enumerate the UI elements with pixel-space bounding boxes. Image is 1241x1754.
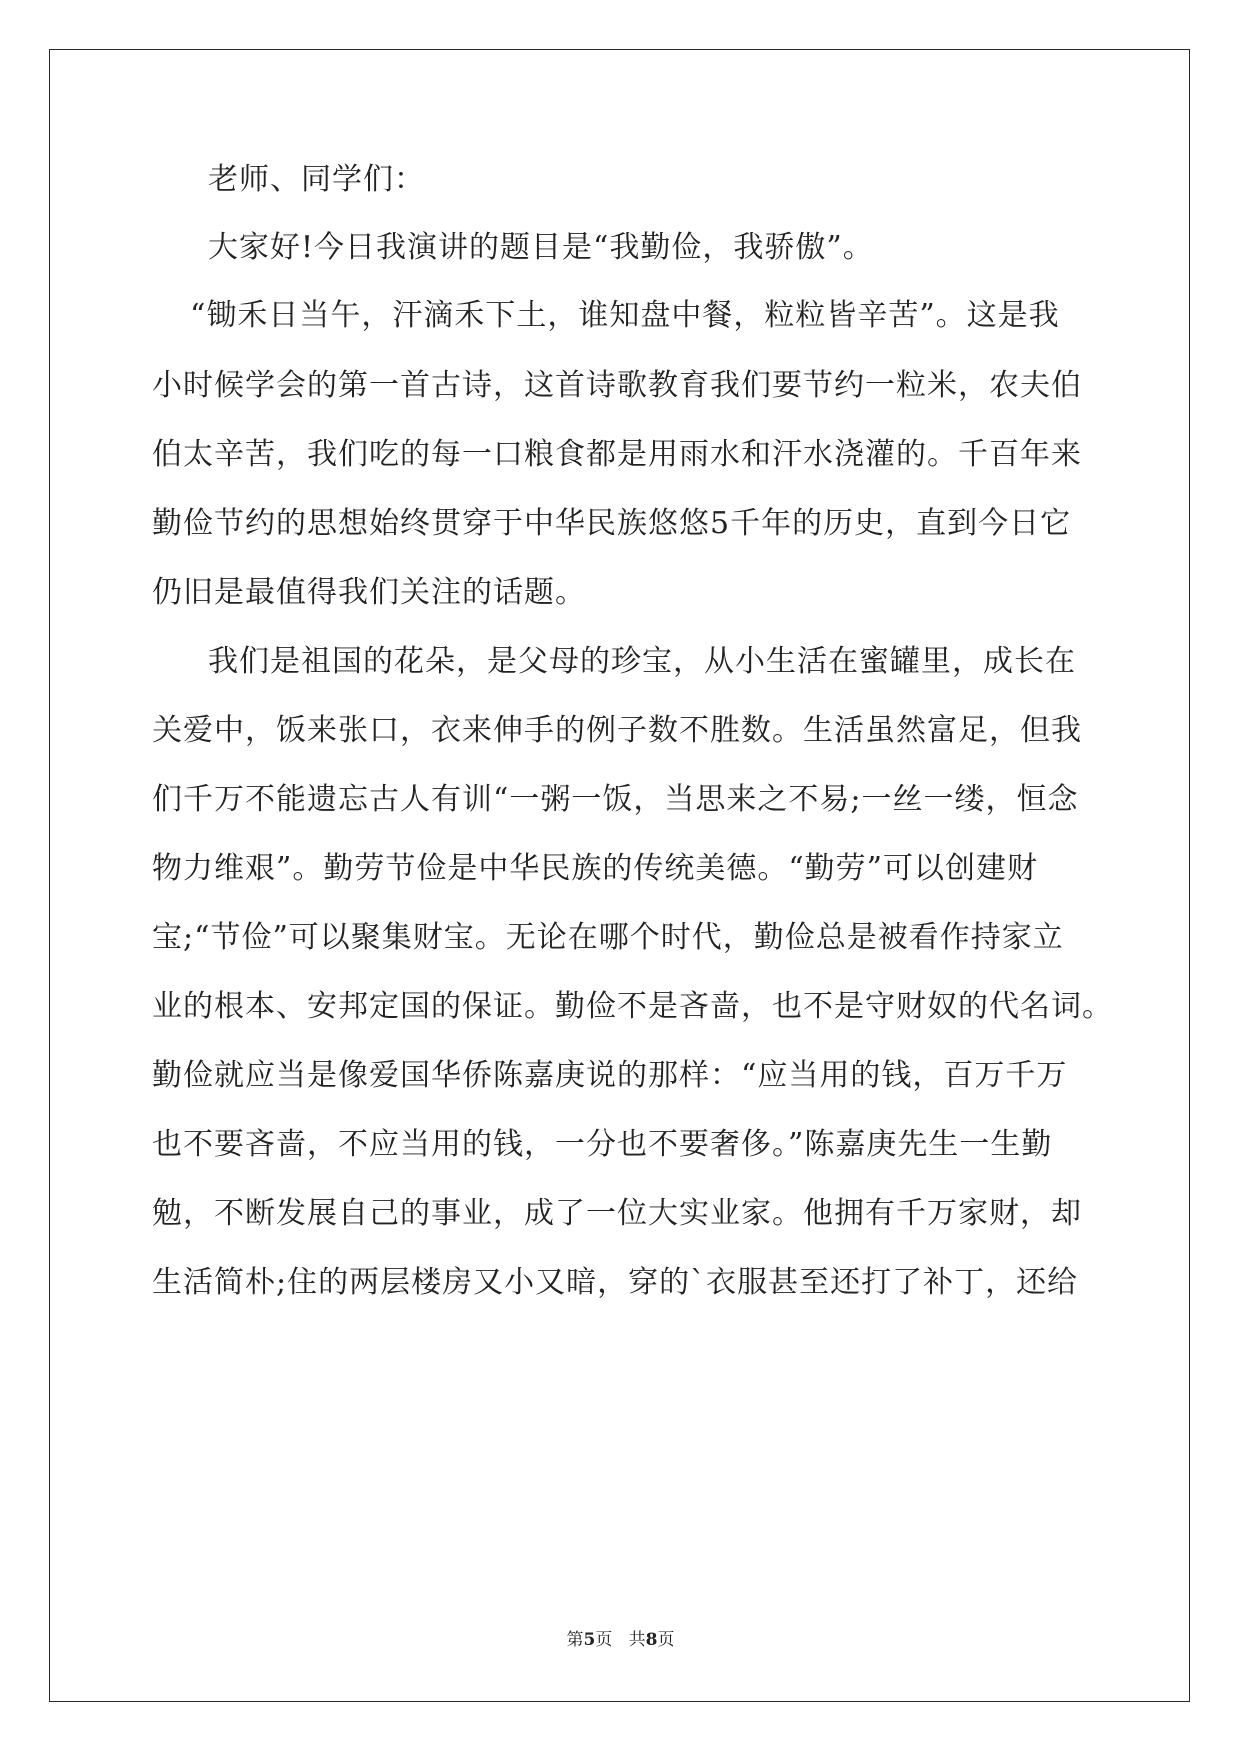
text-line: 勉，不断发展自己的事业，成了一位大实业家。他拥有千万家财，却 [152,1196,1082,1231]
text-line: “锄禾日当午，汗滴禾下土，谁知盘中餐，粒粒皆辛苦”。这是我 [190,298,1060,333]
text-line: 仍旧是最值得我们关注的话题。 [152,575,586,610]
current-page-number: 5 [583,1630,596,1650]
text-line: 生活简朴;住的两层楼房又小又暗，穿的`衣服甚至还打了补丁，还给 [152,1265,1079,1300]
page-label-suffix: 页 [595,1630,613,1650]
text-line: 小时候学会的第一首古诗，这首诗歌教育我们要节约一粒米，农夫伯 [152,368,1082,403]
text-line: 勤俭节约的思想始终贯穿于中华民族悠悠5千年的历史，直到今日它 [152,506,1072,541]
text-line: 物力维艰”。勤劳节俭是中华民族的传统美德。“勤劳”可以创建财 [152,851,1039,886]
page-footer [0,1628,1241,1652]
text-line-greeting: 大家好!今日我演讲的题目是“我勤俭，我骄傲”。 [208,230,874,265]
page-label-prefix: 第 [566,1630,584,1650]
text-line: 宝;“节俭”可以聚集财宝。无论在哪个时代，勤俭总是被看作持家立 [152,920,1064,955]
text-line: 勤俭就应当是像爱国华侨陈嘉庚说的那样：“应当用的钱，百万千万 [152,1058,1068,1093]
total-label-suffix: 页 [657,1630,675,1650]
total-label-prefix: 共 [628,1630,646,1650]
text-line: 关爱中，饭来张口，衣来伸手的例子数不胜数。生活虽然富足，但我 [152,713,1082,748]
text-line-salutation: 老师、同学们： [208,162,425,197]
text-line: 业的根本、安邦定国的保证。勤俭不是吝啬，也不是守财奴的代名词。 [152,989,1113,1024]
text-line: 们千万不能遗忘古人有训“一粥一饭，当思来之不易;一丝一缕，恒念 [152,782,1079,817]
text-line: 也不要吝啬，不应当用的钱，一分也不要奢侈。”陈嘉庚先生一生勤 [152,1127,1053,1162]
text-line: 我们是祖国的花朵，是父母的珍宝，从小生活在蜜罐里，成长在 [208,644,1076,679]
text-line: 伯太辛苦，我们吃的每一口粮食都是用雨水和汗水浇灌的。千百年来 [152,437,1082,472]
total-pages-number: 8 [645,1630,658,1650]
